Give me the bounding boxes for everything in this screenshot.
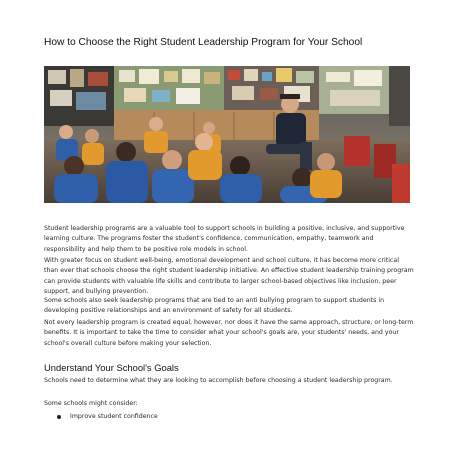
article-title: How to Choose the Right Student Leadership Program for Your School: [44, 37, 363, 48]
paragraph-intro: [44, 224, 414, 255]
paragraph-text: Some schools also seek leadership programs that are tied to an anti bullying program to support students in developing positive relationships and an environment of safety for all students.: [44, 297, 385, 315]
paragraph-text: With greater focus on student well-being, emotional development and school culture, it has become more critical than ever that schools choose the right student leadership initiative. An effective student leadership training program can provide students with valuable life skills and contribute to larger school-based objectives like inclusion, peer support, and bullying prevention.: [44, 257, 414, 296]
paragraph-text: Student leadership programs are a valuable tool to support schools in building a positive, inclusive, and supportive learning culture. The programs foster the student's confidence, communication, empathy, teamwork and responsibility and help them to be positive role models in school.: [44, 225, 405, 253]
bullet-icon: [57, 415, 61, 419]
goals-list: [44, 412, 414, 422]
paragraph-anti-bullying: [44, 296, 414, 317]
section-lead: [44, 399, 414, 409]
list-item-text: Improve student confidence: [70, 413, 158, 420]
paragraph-text: Some schools might consider:: [44, 400, 138, 407]
paragraph-wellbeing: [44, 256, 414, 298]
paragraph-considerations: [44, 318, 414, 349]
section-heading: Understand Your School's Goals: [44, 362, 179, 373]
list-item: [44, 412, 414, 422]
section-intro: [44, 376, 414, 386]
classroom-photo: [44, 66, 410, 203]
paragraph-text: Not every leadership program is created equal, however, nor does it have the same approach, structure, or long-term benefits. It is important to take the time to consider what your school's goals are, your students' needs, and your school's overall culture before making your selection.: [44, 319, 414, 347]
paragraph-text: Schools need to determine what they are looking to accomplish before choosing a student leadership program.: [44, 377, 393, 384]
